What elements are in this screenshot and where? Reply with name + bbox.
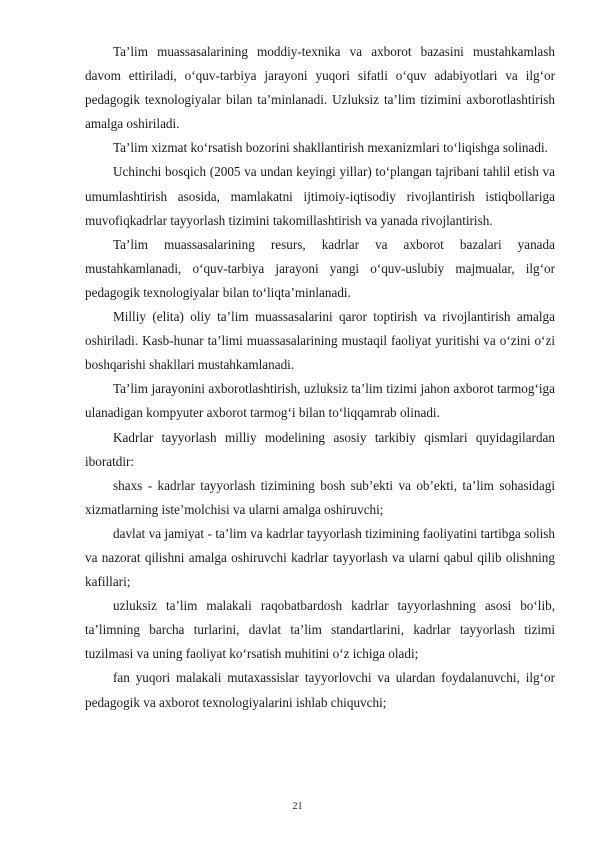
paragraph-6: Ta’lim jarayonini axborotlashtirish, uzluksiz ta’lim tizimi jahon axborot tarmog‘iga ulanadigan kompyuter axborot tarmog‘i bilan to‘liqqamrab olinadi.: [85, 381, 555, 421]
paragraph-8: shaxs - kadrlar tayyorlash tizimining bosh sub’ekti va ob’ekti, ta’lim sohasidagi xizmatlarning iste’molchisi va ularni amalga oshiruvchi;: [85, 477, 555, 517]
paragraph-1: Ta’lim muassasalarining moddiy-texnika va axborot bazasini mustahkamlash davom ettiriladi, o‘quv-tarbiya jarayoni yuqori sifatli o‘quv adabiyotlari va ilg‘or pedagogik texnologiyalar bilan ta’minlanadi. Uzluksiz ta’lim tizimini axborotlashtirish amalga oshiriladi.: [85, 44, 555, 132]
page-number: 21: [292, 801, 303, 812]
paragraph-3: Uchinchi bosqich (2005 va undan keyingi yillar) to‘plangan tajribani tahlil etish va umumlashtirish asosida, mamlakatni ijtimoiy-iqtisodiy rivojlantirish istiqbollariga muvofiqkadrlar tayyorlash tizimini takomillashtirish va yanada rivojlantirish.: [85, 164, 555, 228]
paragraph-2: Ta’lim xizmat ko‘rsatish bozorini shakllantirish mexanizmlari to‘liqishga solinadi.: [113, 140, 548, 156]
paragraph-10: uzluksiz ta’lim malakali raqobatbardosh kadrlar tayyorlashning asosi bo‘lib, ta’limning barcha turlarini, davlat ta’lim standartlarini, kadrlar tayyorlash tizimi tuzilmasi va uning faoliyat ko‘rsatish muhitini o‘z ichiga oladi;: [85, 598, 555, 662]
paragraph-11: fan yuqori malakali mutaxassislar tayyorlovchi va ulardan foydalanuvchi, ilg‘or pedagogik va axborot texnologiyalarini ishlab chiquvchi;: [85, 670, 555, 710]
document-body: [85, 40, 555, 715]
paragraph-9: davlat va jamiyat - ta’lim va kadrlar tayyorlash tizimining faoliyatini tartibga solish va nazorat qilishni amalga oshiruvchi kadrlar tayyorlash va ularni qabul qilib olishning kafillari;: [85, 525, 555, 590]
paragraph-5: Milliy (elita) oliy ta’lim muassasalarini qaror toptirish va rivojlantirish amalga oshiriladi. Kasb-hunar ta’limi muassasalarining mustaqil faoliyat yuritishi va o‘zini o‘zi boshqarishi shakllari mustahkamlanadi.: [85, 309, 555, 373]
paragraph-4: Ta’lim muassasalarining resurs, kadrlar va axborot bazalari yanada mustahkamlanadi, o‘quv-tarbiya jarayoni yangi o‘quv-uslubiy majmualar, ilg‘or pedagogik texnologiyalar bilan to‘liqta’minlanadi.: [85, 236, 555, 300]
paragraph-7: Kadrlar tayyorlash milliy modelining asosiy tarkibiy qismlari quyidagilardan iboratdir:: [85, 429, 555, 469]
